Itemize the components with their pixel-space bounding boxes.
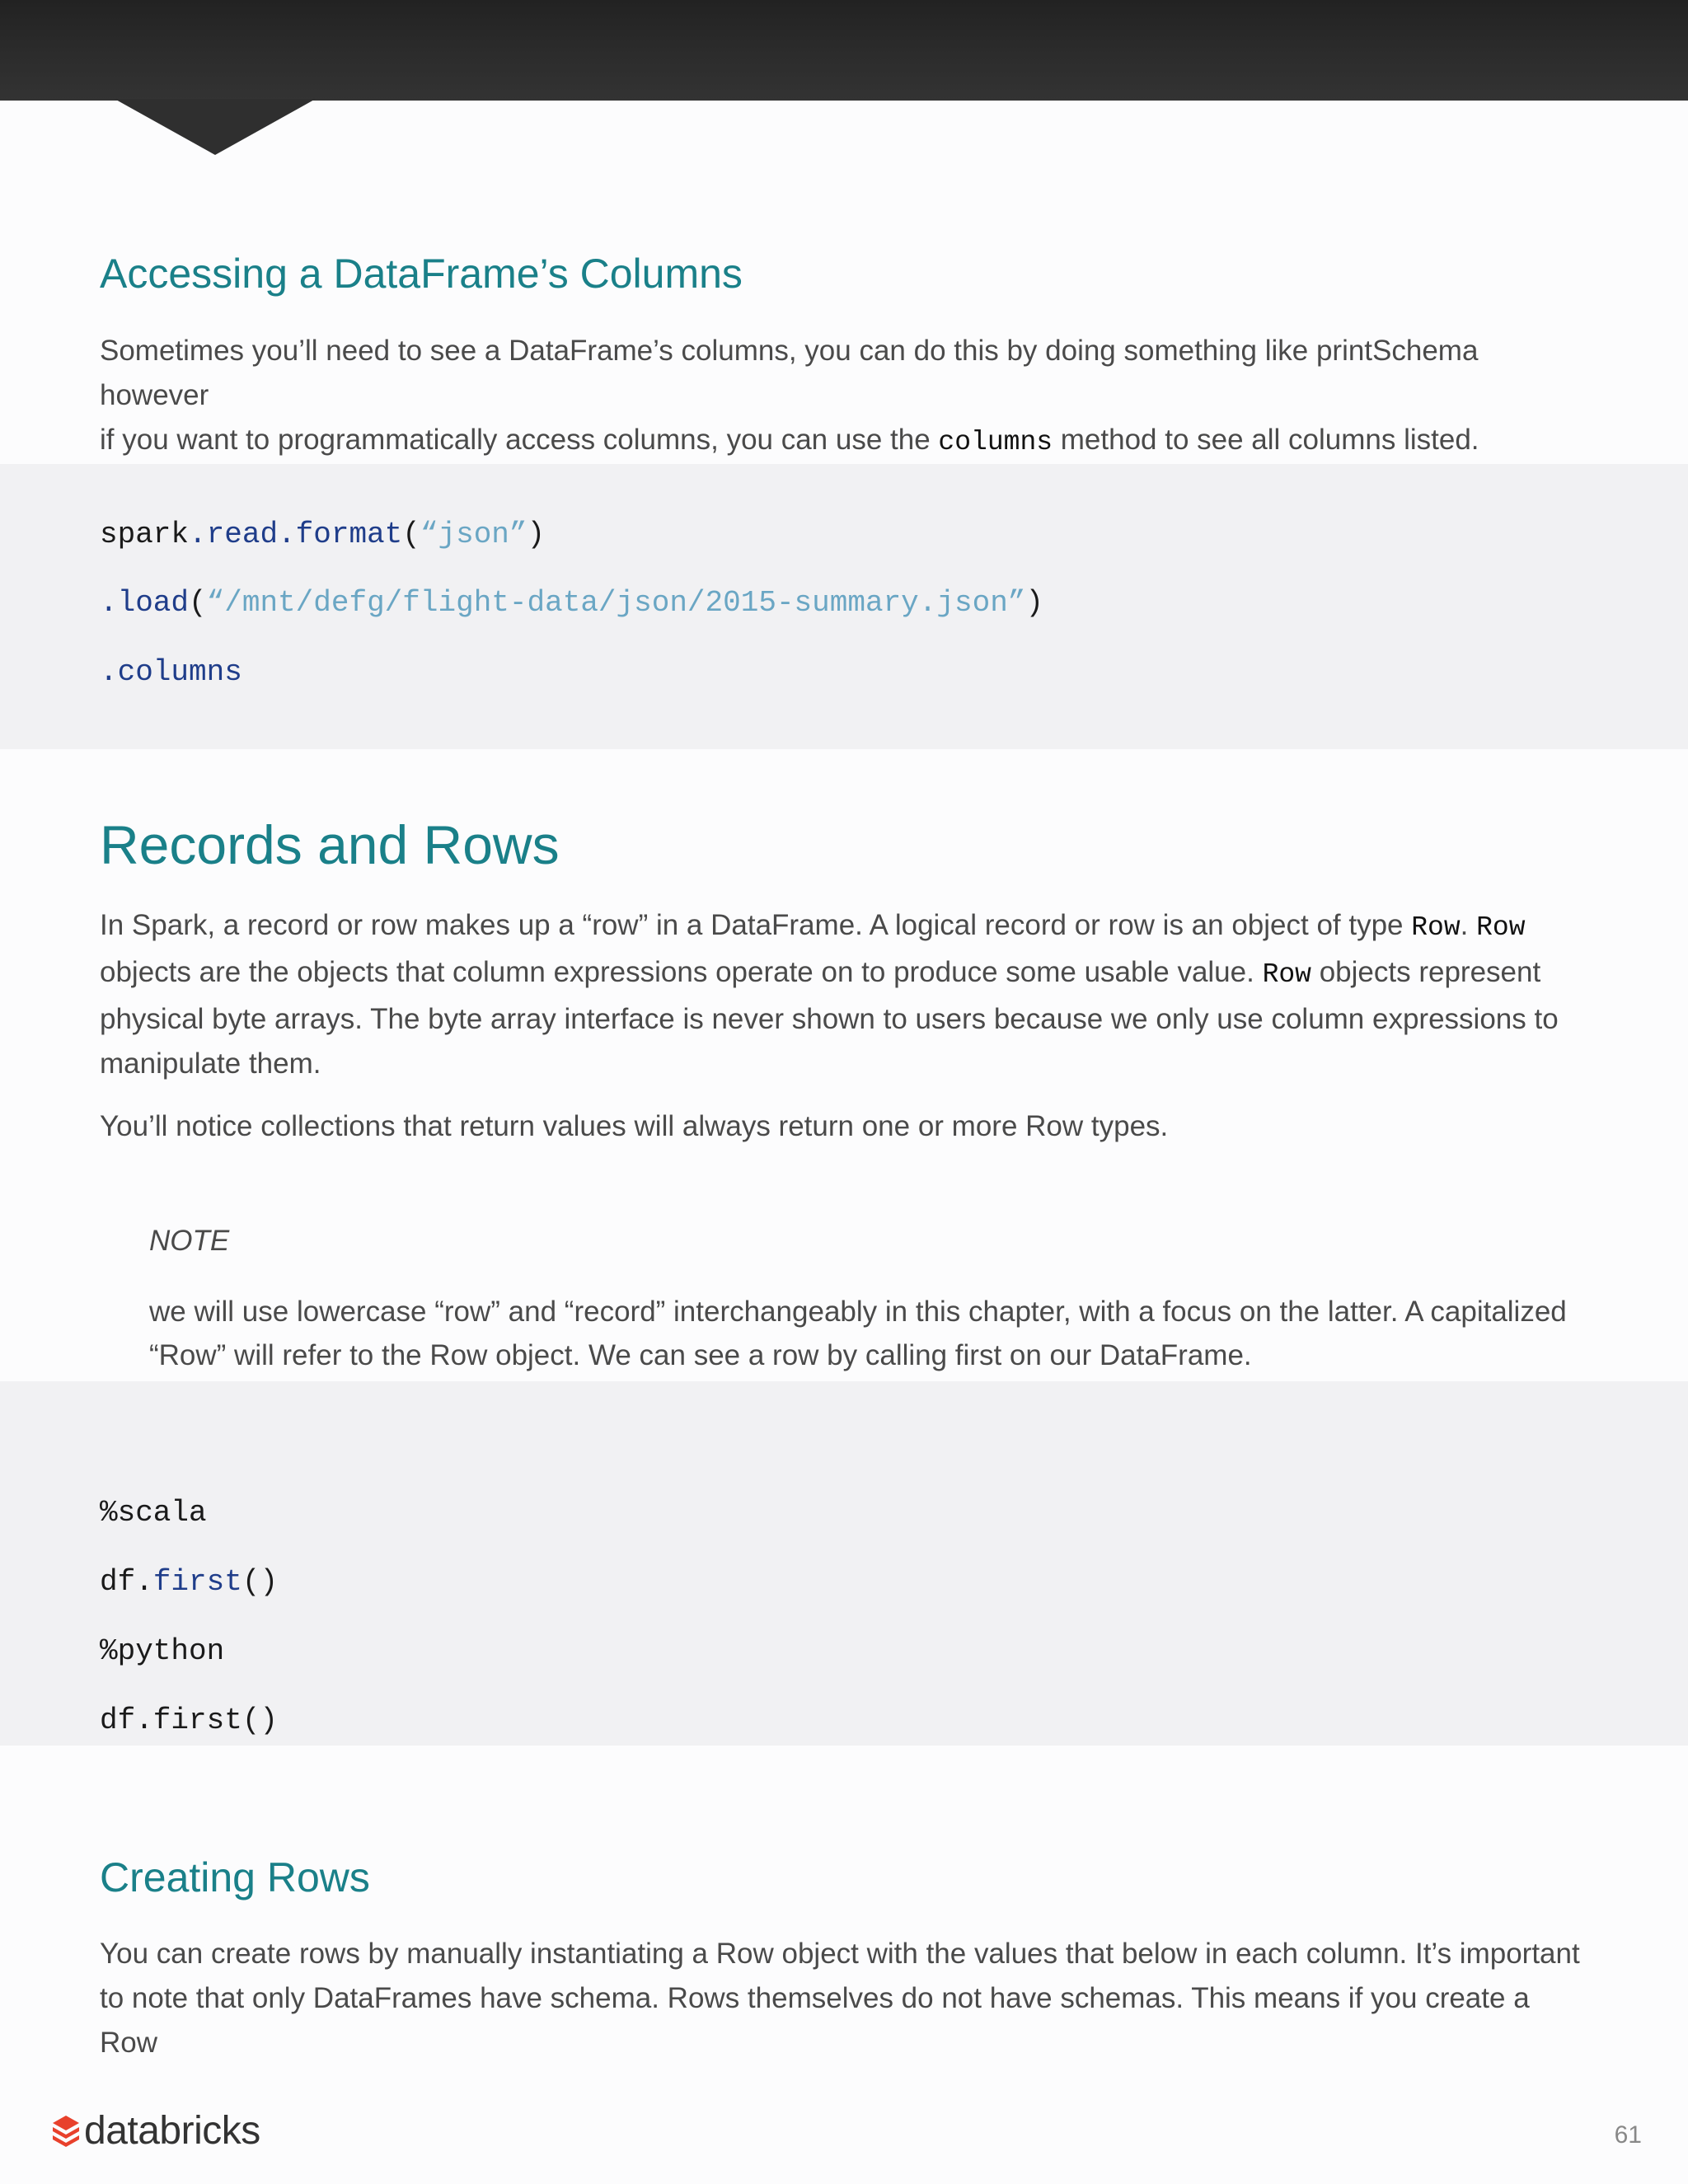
section1-line2-after: method to see all columns listed.: [1053, 424, 1479, 456]
code-token-function: .read.format: [189, 518, 403, 551]
code-line: %scala: [100, 1496, 207, 1530]
header-banner-notch: [115, 99, 316, 155]
section-heading-creating-rows: Creating Rows: [100, 1854, 370, 1900]
section1-line2-before: if you want to programmatically access columns, you can use the: [100, 424, 939, 456]
code-token-function: .columns: [100, 655, 242, 689]
inline-code-row: Row: [1262, 959, 1311, 990]
inline-code-row: Row: [1411, 912, 1461, 943]
code-token-function: first: [152, 1565, 242, 1599]
note-line1: we will use lowercase “row” and “record” interchangeably in this chapter, with a focus on the latter. A capitalized: [149, 1296, 1567, 1328]
section2-line2-after: objects represent: [1311, 956, 1541, 988]
section2-line2: objects are the objects that column expressions operate on to produce some usable value.: [100, 956, 1263, 988]
code-line: [100, 585, 1043, 621]
databricks-logo: [51, 2110, 260, 2151]
section1-paragraph: [100, 329, 1583, 465]
code-token: (): [241, 1565, 279, 1599]
code-line: df.first(): [100, 1704, 279, 1737]
section2-paragraph: [100, 903, 1583, 1086]
code-line: [100, 1564, 278, 1601]
code-token-string: “/mnt/defg/flight-data/json/2015-summary.json”: [206, 586, 1026, 620]
databricks-logo-icon: [51, 2114, 81, 2147]
section3-paragraph: [100, 1932, 1583, 2065]
section3-line2: to note that only DataFrames have schema. Rows themselves do not have schemas. This means if you create a Row: [100, 1982, 1530, 2059]
section2-line1-mid: .: [1460, 909, 1477, 941]
code-token-function: .load: [100, 586, 190, 620]
code-line: [100, 517, 545, 553]
inline-code-row: Row: [1476, 912, 1526, 943]
note-text: [149, 1290, 1600, 1377]
code-block-columns: [0, 464, 1688, 749]
code-token: df.: [100, 1565, 153, 1599]
databricks-logo-text: databricks: [84, 2108, 260, 2153]
inline-code-columns: columns: [938, 427, 1053, 457]
code-token: ): [1025, 586, 1044, 620]
section2-paragraph-2: You’ll notice collections that return values will always return one or more Row types.: [100, 1110, 1169, 1142]
code-token: (: [402, 518, 420, 551]
section2-line4: manipulate them.: [100, 1047, 321, 1080]
page-number: 61: [1614, 2121, 1642, 2149]
code-line: %python: [100, 1634, 225, 1668]
note-label: NOTE: [149, 1225, 230, 1257]
code-token-string: “json”: [420, 518, 528, 551]
code-token: (: [189, 586, 207, 620]
note-line2: “Row” will refer to the Row object. We can see a row by calling first on our DataFrame.: [149, 1339, 1252, 1371]
code-token: ): [527, 518, 546, 551]
section3-line1: You can create rows by manually instantiating a Row object with the values that below in each column. It’s important: [100, 1938, 1580, 1970]
code-line: [100, 654, 242, 691]
section2-line1: In Spark, a record or row makes up a “row” in a DataFrame. A logical record or row is an object of type: [100, 909, 1412, 941]
section-heading-records-and-rows: Records and Rows: [100, 814, 560, 875]
section-heading-accessing-columns: Accessing a DataFrame’s Columns: [100, 251, 743, 297]
section1-line1: Sometimes you’ll need to see a DataFrame’s columns, you can do this by doing something like printSchema however: [100, 335, 1479, 411]
code-block-first: [0, 1381, 1688, 1746]
section2-line3: physical byte arrays. The byte array interface is never shown to users because we only use column expressions to: [100, 1003, 1559, 1035]
code-token: spark: [100, 518, 190, 551]
header-banner: [0, 0, 1688, 101]
